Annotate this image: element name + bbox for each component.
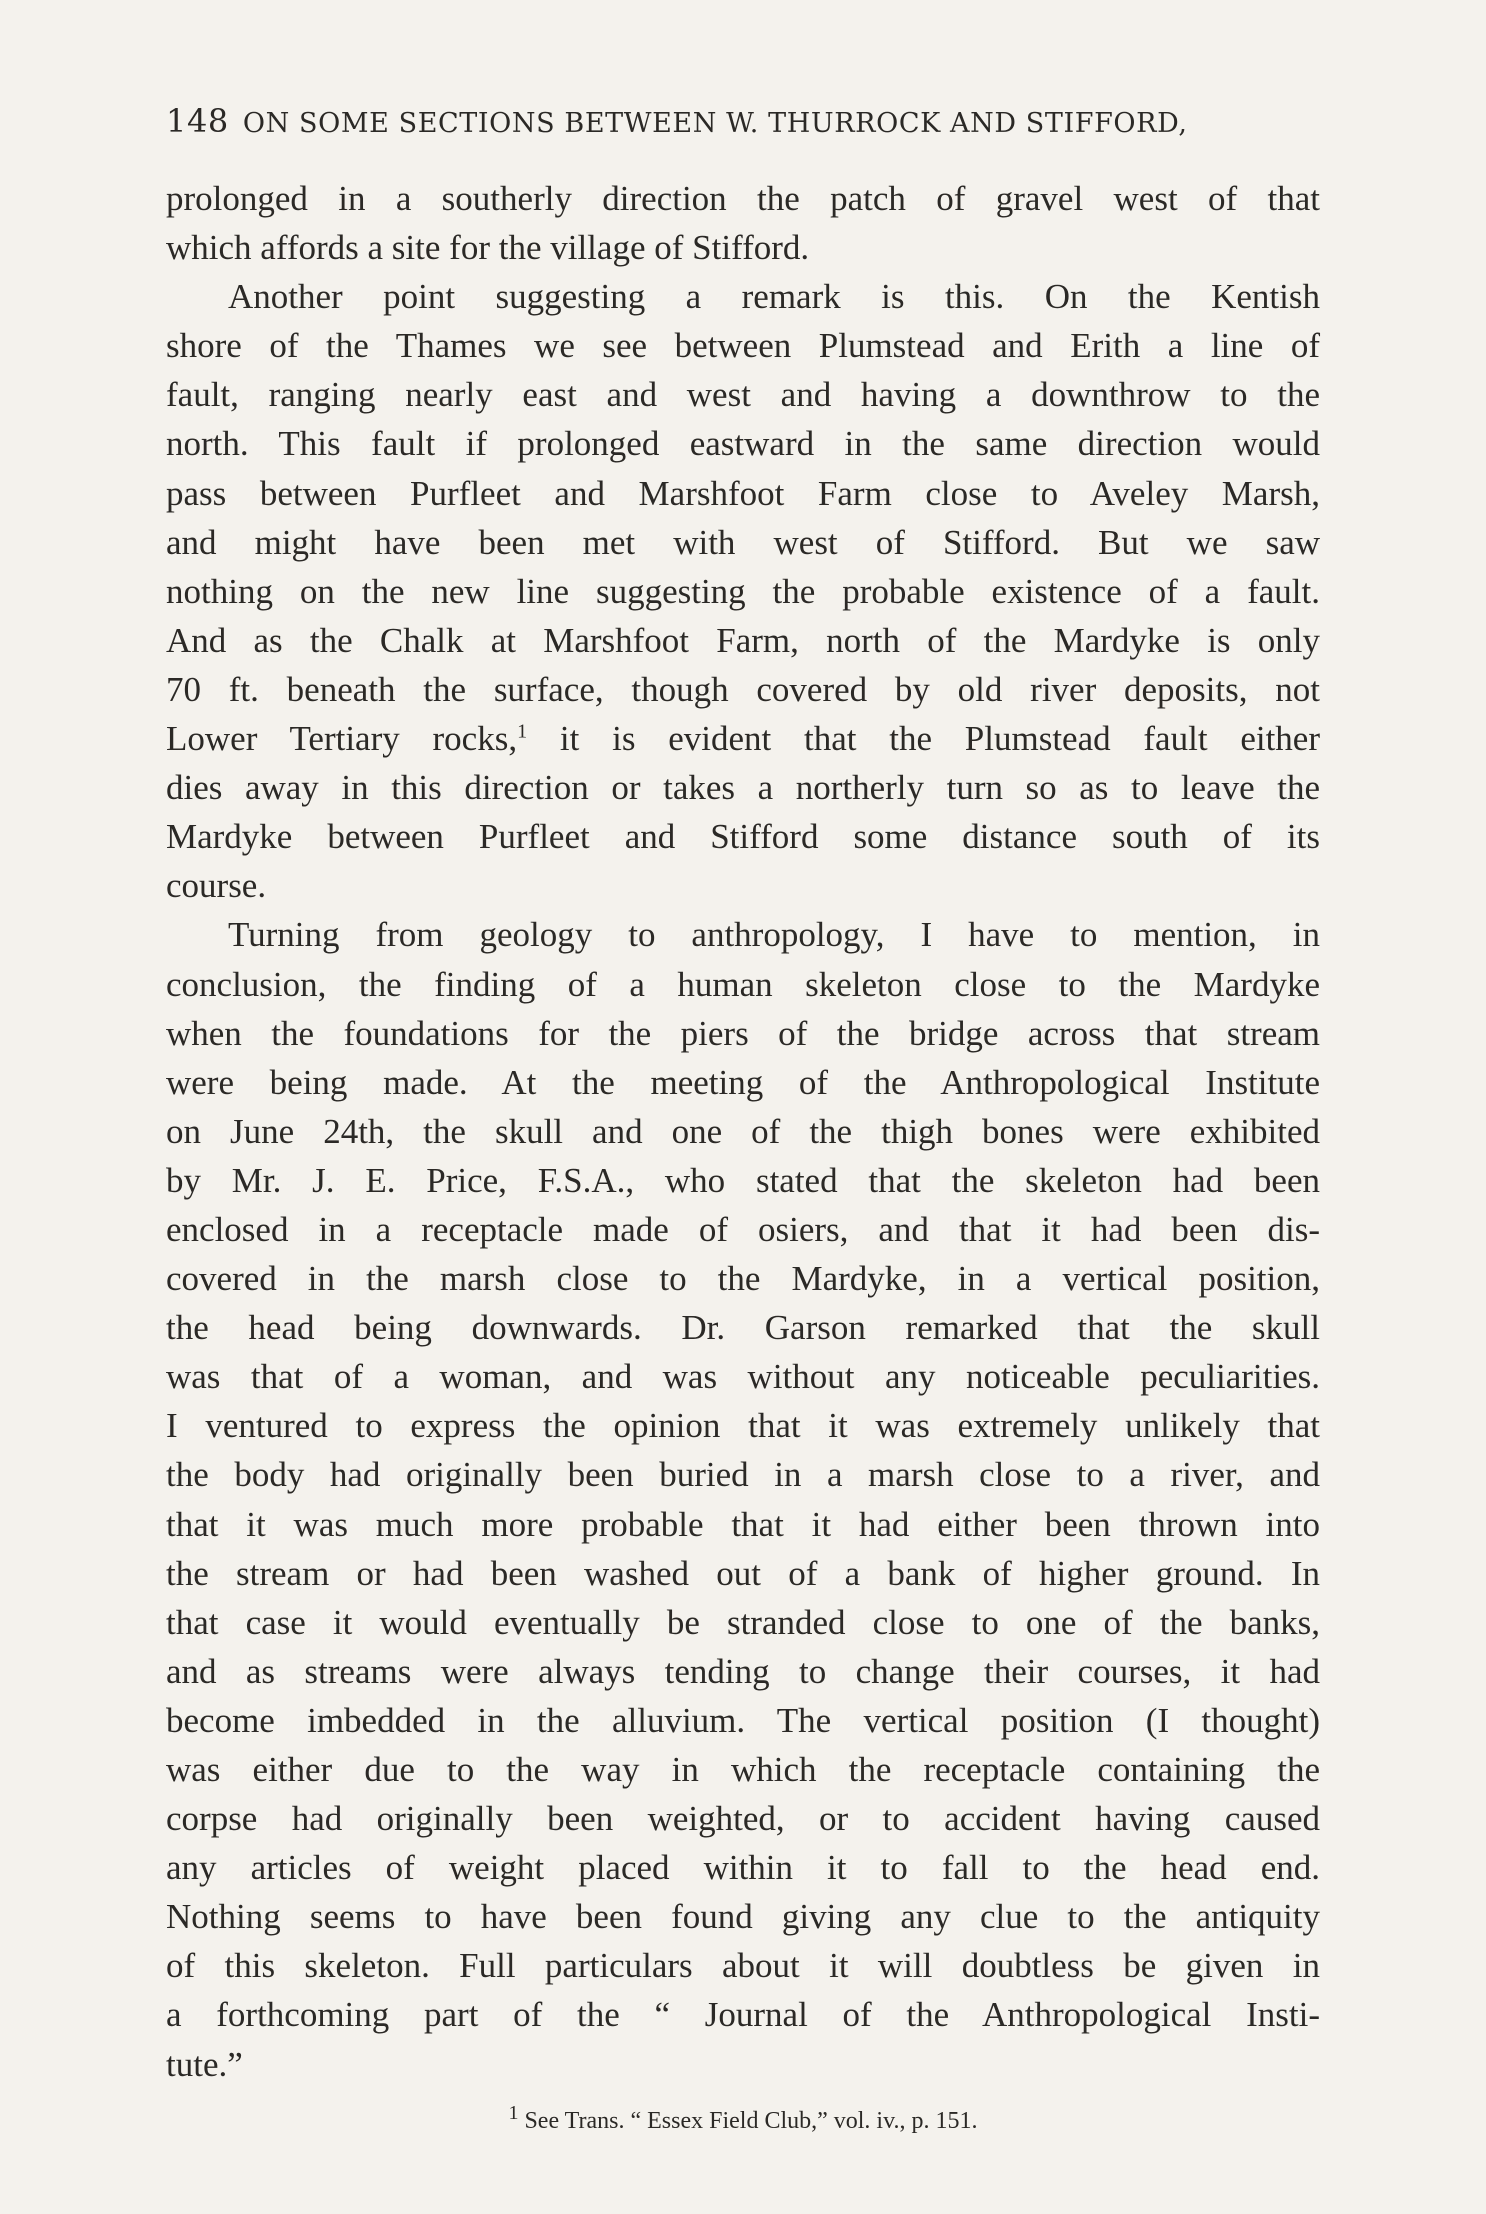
text-line: fault, ranging nearly east and west and having a downthrow to the: [166, 375, 1320, 415]
running-head-title: ON SOME SECTIONS BETWEEN W. THURROCK AND STIFFORD,: [242, 108, 1188, 139]
text-line: were being made. At the meeting of the Anthropological Institute: [166, 1062, 1320, 1102]
text-line: the stream or had been washed out of a bank of higher ground. In: [166, 1553, 1320, 1593]
text-line: course.: [166, 866, 267, 906]
footnote: [166, 2102, 1320, 2136]
text-line: was that of a woman, and was without any noticeable peculiarities.: [166, 1357, 1320, 1397]
text-line-with-footnote: [166, 714, 1320, 763]
text-line: the body had originally been buried in a marsh close to a river, and: [166, 1455, 1320, 1495]
text-line: and might have been met with west of Stifford. But we saw: [166, 522, 1320, 562]
page-number: 148: [166, 102, 229, 140]
footnote-reference: 1: [517, 720, 528, 743]
text-line: pass between Purfleet and Marshfoot Farm close to Aveley Marsh,: [166, 473, 1320, 513]
text-line: prolonged in a southerly direction the patch of gravel west of that: [166, 179, 1320, 218]
text-line: conclusion, the finding of a human skeleton close to the Mardyke: [166, 964, 1320, 1004]
text-line: and as streams were always tending to change their courses, it had: [166, 1651, 1320, 1691]
text-line: on June 24th, the skull and one of the thigh bones were exhibited: [166, 1111, 1320, 1151]
text-line: when the foundations for the piers of the bridge across that stream: [166, 1013, 1320, 1053]
text-line: a forthcoming part of the “ Journal of the Anthropological Insti-: [166, 1995, 1320, 2035]
text-line: 70 ft. beneath the surface, though covered by old river deposits, not: [166, 669, 1320, 709]
text-fragment: Lower Tertiary rocks,: [166, 719, 518, 759]
text-line: Mardyke between Purfleet and Stifford some distance south of its: [166, 817, 1320, 857]
text-line: was either due to the way in which the receptacle containing the: [166, 1750, 1320, 1789]
text-line: tute.”: [166, 2044, 243, 2084]
text-line: become imbedded in the alluvium. The vertical position (I thought): [166, 1700, 1320, 1740]
text-fragment: it is evident that the Plumstead fault either: [559, 719, 1320, 759]
text-line: that it was much more probable that it had either been thrown into: [166, 1504, 1320, 1544]
text-line: north. This fault if prolonged eastward in the same direction would: [166, 424, 1320, 464]
text-line: which affords a site for the village of Stifford.: [166, 228, 810, 268]
text-line: by Mr. J. E. Price, F.S.A., who stated that the skeleton had been: [166, 1160, 1320, 1200]
body-text: [166, 174, 1320, 2089]
text-line: And as the Chalk at Marshfoot Farm, north of the Mardyke is only: [166, 620, 1320, 660]
text-line: that case it would eventually be stranded close to one of the banks,: [166, 1602, 1320, 1642]
text-line: Nothing seems to have been found giving any clue to the antiquity: [166, 1897, 1320, 1937]
text-line: of this skeleton. Full particulars about it will doubtless be given in: [166, 1946, 1320, 1986]
text-line: nothing on the new line suggesting the probable existence of a fault.: [166, 571, 1320, 611]
running-head: [166, 104, 1320, 141]
paragraph-start-line: Another point suggesting a remark is this. On the Kentish: [228, 277, 1320, 317]
text-line: covered in the marsh close to the Mardyke, in a vertical position,: [166, 1259, 1320, 1299]
text-line: any articles of weight placed within it to fall to the head end.: [166, 1848, 1320, 1888]
footnote-marker: 1: [508, 2102, 519, 2124]
text-line: enclosed in a receptacle made of osiers, and that it had been dis-: [166, 1209, 1320, 1249]
text-line: shore of the Thames we see between Plumstead and Erith a line of: [166, 326, 1320, 366]
text-line: dies away in this direction or takes a northerly turn so as to leave the: [166, 768, 1320, 808]
paragraph-start-line: Turning from geology to anthropology, I have to mention, in: [228, 915, 1320, 955]
footnote-text: See Trans. “ Essex Field Club,” vol. iv., p. 151.: [524, 2108, 978, 2134]
text-line: corpse had originally been weighted, or to accident having caused: [166, 1799, 1320, 1839]
text-line: the head being downwards. Dr. Garson remarked that the skull: [166, 1308, 1320, 1348]
text-line: I ventured to express the opinion that it was extremely unlikely that: [166, 1406, 1320, 1446]
